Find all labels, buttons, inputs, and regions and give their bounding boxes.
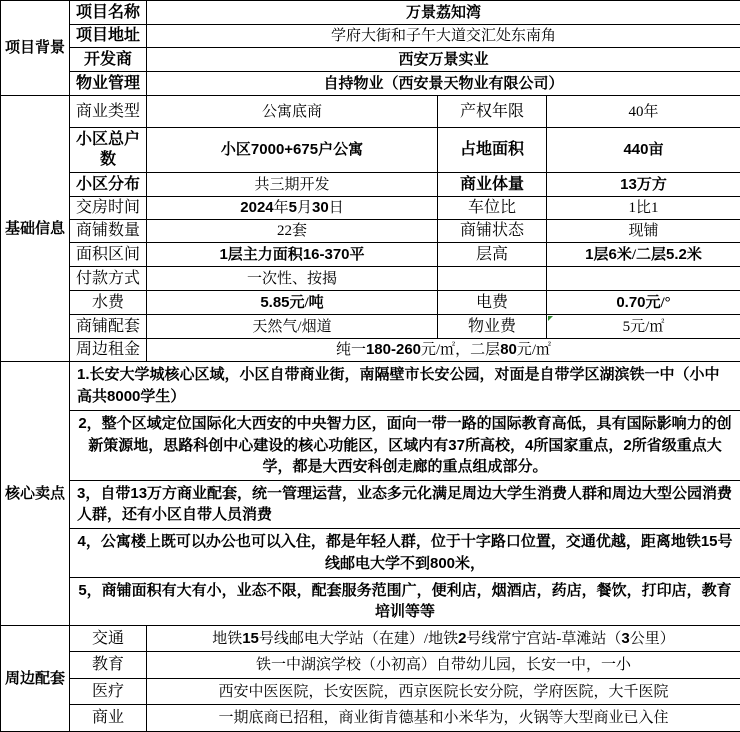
selling-point-5: 5，商铺面积有大有小，业态不限，配套服务范围广，便利店，烟酒店，药店，餐饮，打印店，教育培训等等 <box>70 578 740 626</box>
label-property-right-years: 产权年限 <box>438 96 547 128</box>
value-community-phases: 共三期开发 <box>147 173 438 197</box>
value-payment-method: 一次性、按揭 <box>147 267 438 291</box>
value-commerce: 一期底商已招租，商业街肯德基和小米华为，火锅等大型商业已入住 <box>147 705 740 732</box>
label-area-range: 面积区间 <box>70 243 147 267</box>
label-shop-status: 商铺状态 <box>438 220 547 243</box>
value-total-households: 小区7000+675户公寓 <box>147 128 438 173</box>
value-surrounding-rent: 纯一180-260元/㎡，二层80元/㎡ <box>147 339 740 362</box>
label-total-households: 小区总户数 <box>70 128 147 173</box>
value-transport: 地铁15号线邮电大学站（在建）/地铁2号线常宁宫站-草滩站（3公里） <box>147 626 740 652</box>
selling-point-1: 1.长安大学城核心区域，小区自带商业街，南隔壁市长安公园，对面是自带学区湖滨铁一中（小中高共8000学生） <box>70 362 740 411</box>
section-label-surroundings: 周边配套 <box>1 626 70 732</box>
label-business-type: 商业类型 <box>70 96 147 128</box>
label-water-fee: 水费 <box>70 291 147 315</box>
value-delivery-date: 2024年5月30日 <box>147 197 438 220</box>
value-property-management: 自持物业（西安景天物业有限公司） <box>147 72 740 96</box>
value-property-right-years: 40年 <box>547 96 740 128</box>
label-parking-ratio: 车位比 <box>438 197 547 220</box>
label-surrounding-rent: 周边租金 <box>70 339 147 362</box>
value-land-area: 440亩 <box>547 128 740 173</box>
label-shop-count: 商铺数量 <box>70 220 147 243</box>
label-shop-facilities: 商铺配套 <box>70 315 147 339</box>
value-project-address: 学府大街和子午大道交汇处东南角 <box>147 25 740 48</box>
value-water-fee: 5.85元/吨 <box>147 291 438 315</box>
value-commercial-volume: 13万方 <box>547 173 740 197</box>
label-education: 教育 <box>70 652 147 679</box>
value-property-fee: 5元/㎡ <box>547 315 740 339</box>
label-floor-height: 层高 <box>438 243 547 267</box>
value-project-name: 万景荔知湾 <box>147 1 740 25</box>
label-empty-cell <box>438 267 547 291</box>
label-community-phases: 小区分布 <box>70 173 147 197</box>
label-payment-method: 付款方式 <box>70 267 147 291</box>
value-floor-height: 1层6米/二层5.2米 <box>547 243 740 267</box>
value-area-range: 1层主力面积16-370平 <box>147 243 438 267</box>
label-commercial-volume: 商业体量 <box>438 173 547 197</box>
section-label-basic-info: 基础信息 <box>1 96 70 362</box>
selling-point-4: 4，公寓楼上既可以办公也可以入住，都是年轻人群，位于十字路口位置，交通优越，距离地铁15号线邮电大学不到800米， <box>70 529 740 578</box>
label-medical: 医疗 <box>70 679 147 705</box>
selling-point-3: 3，自带13万方商业配套，统一管理运营，业态多元化满足周边大学生消费人群和周边大型公园消费人群，还有小区自带人员消费 <box>70 481 740 529</box>
label-developer: 开发商 <box>70 48 147 72</box>
label-delivery-date: 交房时间 <box>70 197 147 220</box>
value-shop-facilities: 天然气/烟道 <box>147 315 438 339</box>
label-project-address: 项目地址 <box>70 25 147 48</box>
green-corner-artifact <box>548 316 553 321</box>
value-shop-count: 22套 <box>147 220 438 243</box>
value-medical: 西安中医医院，长安医院，西京医院长安分院，学府医院，大千医院 <box>147 679 740 705</box>
label-property-management: 物业管理 <box>70 72 147 96</box>
label-project-name: 项目名称 <box>70 1 147 25</box>
value-education: 铁一中湖滨学校（小初高）自带幼儿园，长安一中，一小 <box>147 652 740 679</box>
label-electricity-fee: 电费 <box>438 291 547 315</box>
label-land-area: 占地面积 <box>438 128 547 173</box>
selling-point-2: 2，整个区域定位国际化大西安的中央智力区，面向一带一路的国际教育高低，具有国际影响力的创新策源地，思路科创中心建设的核心功能区，区域内有37所高校，4所国家重点，2所省级重点大学，都是大西安科创走廊的重点组成部分。 <box>70 411 740 481</box>
value-parking-ratio: 1比1 <box>547 197 740 220</box>
value-electricity-fee: 0.70元/° <box>547 291 740 315</box>
label-commerce: 商业 <box>70 705 147 732</box>
section-label-project-background: 项目背景 <box>1 1 70 96</box>
value-empty-cell <box>547 267 740 291</box>
value-developer: 西安万景实业 <box>147 48 740 72</box>
label-property-fee: 物业费 <box>438 315 547 339</box>
section-label-core-selling-points: 核心卖点 <box>1 362 70 626</box>
value-shop-status: 现铺 <box>547 220 740 243</box>
label-transport: 交通 <box>70 626 147 652</box>
value-business-type: 公寓底商 <box>147 96 438 128</box>
